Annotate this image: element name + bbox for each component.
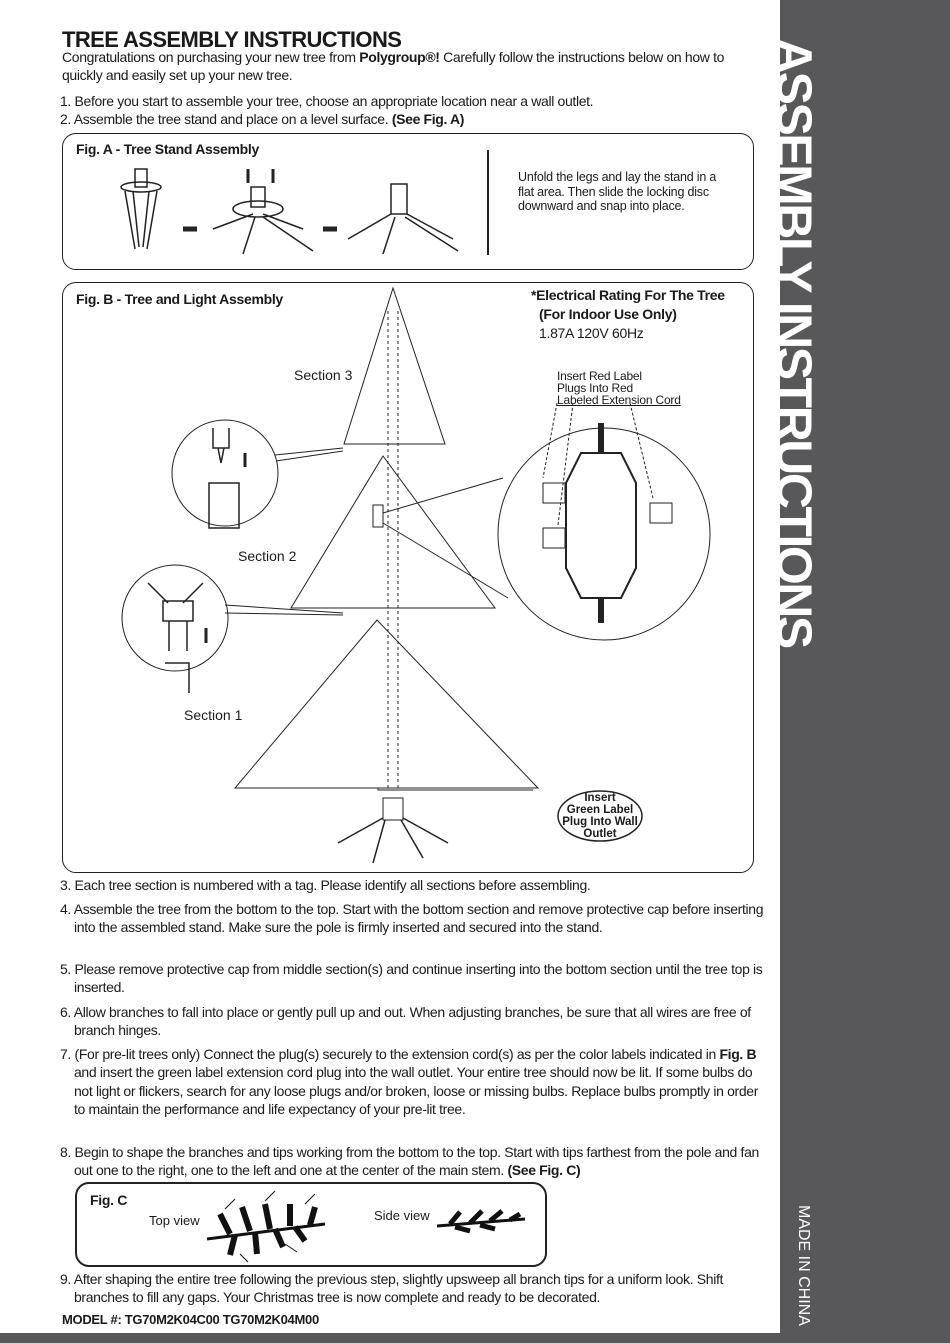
made-in-label: MADE IN CHINA [795,1205,812,1326]
tree-section-3 [344,288,445,444]
pole-detail-circle [172,420,278,526]
fig-a-title: Fig. A - Tree Stand Assembly [76,141,259,157]
side-view-label: Side view [374,1208,430,1223]
side-view-branch-icon [437,1211,525,1231]
rating-value: 1.87A 120V 60Hz [539,325,644,341]
step-8-ref: (See Fig. C) [507,1162,581,1179]
fig-c-box [75,1182,547,1267]
green-label-note [558,792,642,840]
intro-after: Carefully follow the instructions below on how to quickly and easily set up your new tree. [62,49,725,83]
rating-subtitle: (For Indoor Use Only) [539,306,677,322]
note-line: Insert [584,792,616,804]
step-7 [60,1045,765,1118]
step-8-text: 8. Begin to shape the branches and tips working from the bottom to the top. Start with tips farthest from the pole and fan out one to the right, one to the left and one at the center of the main stem. [60,1144,759,1179]
plug-icon [373,505,383,527]
step-3: 3. Each tree section is numbered with a tag. Please identify all sections before assembling. [60,877,591,893]
fig-b-box [62,282,754,873]
note-line: Outlet [583,828,617,840]
open-stand-icon [213,169,313,254]
step-6: 6. Allow branches to fall into place or gently pull up and out. When adjusting branches, be sure that all wires are free of branch hinges. [60,1004,751,1039]
note-line: Plugs Into Red [557,381,633,395]
section-3-label: Section 3 [294,367,353,383]
fig-a-box [62,133,754,270]
step-4: 4. Assemble the tree from the bottom to the top. Start with the bottom section and remove protective cap before inserting into the assembled stand. Make sure the pole is firmly inserted and secured into the stand. [60,901,764,936]
note-line: Plug Into Wall [562,816,638,828]
step-5: 5. Please remove protective cap from middle section(s) and continue inserting into the bottom section until the tree top is inserted. [60,961,763,996]
rating-title: *Electrical Rating For The Tree [531,287,725,303]
intro-before: Congratulations on purchasing your new tree from [62,49,360,65]
note-line: Labeled Extension Cord [557,393,681,407]
side-title-text: ASSEMBLY INSTRUCTIONS [766,38,822,647]
branch-illustration [205,1189,545,1264]
page-title: TREE ASSEMBLY INSTRUCTIONS [62,27,402,52]
stand-legs [338,818,448,863]
fig-c-title: Fig. C [90,1192,128,1208]
tree-section-2 [291,456,495,608]
step-2 [60,110,765,128]
step-7-text: 7. (For pre-lit trees only) Connect the plug(s) securely to the extension cord(s) as per the color labels indicated in [60,1046,720,1062]
note-line: Green Label [566,804,634,816]
step-9: 9. After shaping the entire tree following the previous step, slightly upsweep all branch tips for a uniform look. Shift branches to fill any gaps. Your Christmas tree is now complete and ready to be decorated. [60,1271,724,1306]
stand-top [383,798,403,820]
folded-stand-icon [121,169,161,249]
branch-detail-circle [122,565,228,671]
tree-assembly-illustration [63,283,755,873]
note-line: Insert Red Label [557,369,642,383]
top-view-label: Top view [149,1213,200,1228]
stand-assembly-illustration [113,159,473,259]
model-number: MODEL #: TG70M2K04C00 TG70M2K04M00 [62,1312,319,1327]
divider [487,150,489,255]
step-7-ref: Fig. B [719,1046,757,1062]
step-7-text-2: and insert the green label extension cord plug into the wall outlet. Your entire tree should now be lit. If some bulbs do not light or flickers, search for any loose plugs and/or broken, loose or missing bulbs. Replace bulbs promptly in order to maintain the performance and life expectancy of your pre-lit tree. [74,1064,759,1117]
tree-section-1 [235,620,538,788]
intro-text [62,48,762,84]
fig-a-text: Unfold the legs and lay the stand in a flat area. Then slide the locking disc downward and snap into place. [518,170,717,213]
section-1-label: Section 1 [184,707,243,723]
locked-stand-icon [348,184,458,254]
center-pole [388,311,398,788]
step-1: 1. Before you start to assemble your tree, choose an appropriate location near a wall outlet. [60,93,594,109]
step-2-text: 2. Assemble the tree stand and place on a level surface. [60,111,392,127]
fig-b-title: Fig. B - Tree and Light Assembly [76,291,283,307]
step-2-ref: (See Fig. A) [391,111,465,127]
step-8 [60,1143,765,1180]
brand-name: Polygroup®! [359,49,440,65]
side-title [766,38,825,708]
top-view-branch-icon [207,1191,325,1262]
section-2-label: Section 2 [238,548,297,564]
